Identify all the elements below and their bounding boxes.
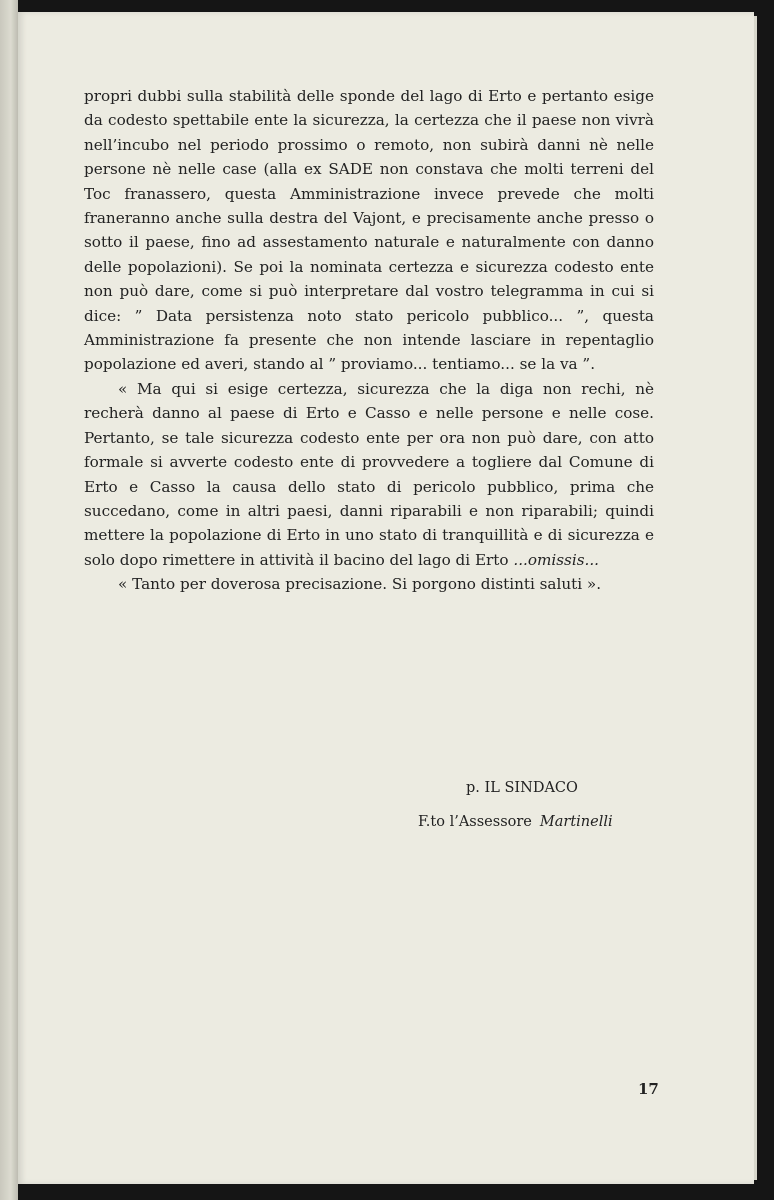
paragraph-2-text: « Ma qui si esige certezza, sicurezza che la diga non rechi, nè recherà danno al paese di Erto e Casso e nelle persone e nelle cose. Pertanto, se tale sicurezza codesto ente per ora non può dare, con atto formale si avverte codesto ente di provvedere a togliere dal Comune di Erto e Casso la causa dello stato di pericolo pubblico, prima che succedano, come in altri paesi, danni riparabili e non riparabili; quindi mettere la popolazione di Erto in uno stato di tranquillità e di sicurezza e solo dopo rimettere in attività il bacino del lago di Erto [84, 379, 654, 569]
page-number: 17 [638, 1080, 659, 1098]
facing-page-edge [0, 0, 18, 1200]
body-text [84, 84, 654, 597]
omissis-note: ...omissis... [508, 550, 599, 569]
paragraph-1: propri dubbi sulla stabilità delle sponde del lago di Erto e pertanto esige da codesto spettabile ente la sicurezza, la certezza che il paese non vivrà nell’incubo nel periodo prossimo o remoto, non subirà danni nè nelle persone nè nelle case (alla ex SADE non constava che molti terreni del Toc franassero, questa Amministrazione invece prevede che molti franeranno anche sulla destra del Vajont, e precisamente anche presso o sotto il paese, fino ad assestamento naturale e naturalmente con danno delle popolazioni). Se poi la nominata certezza e sicurezza codesto ente non può dare, come si può interpretare dal vostro telegramma in cui si dice: ” Data persistenza noto stato pericolo pubblico... ”, questa Amministrazione fa presente che non intende lasciare in repentaglio popolazione ed averi, stando al ” proviamo... tentiamo... se la va ”. [84, 87, 654, 374]
paragraph-2 [84, 377, 654, 572]
page-right-edge [754, 16, 757, 1180]
signature-prefix: F.to l’Assessore [418, 814, 532, 830]
signature-title: p. IL SINDACO [466, 780, 578, 796]
book-page [18, 12, 754, 1184]
signature-line [418, 814, 613, 830]
paragraph-3: « Tanto per doverosa precisazione. Si porgono distinti saluti ». [118, 575, 602, 594]
signature-name: Martinelli [539, 814, 613, 830]
